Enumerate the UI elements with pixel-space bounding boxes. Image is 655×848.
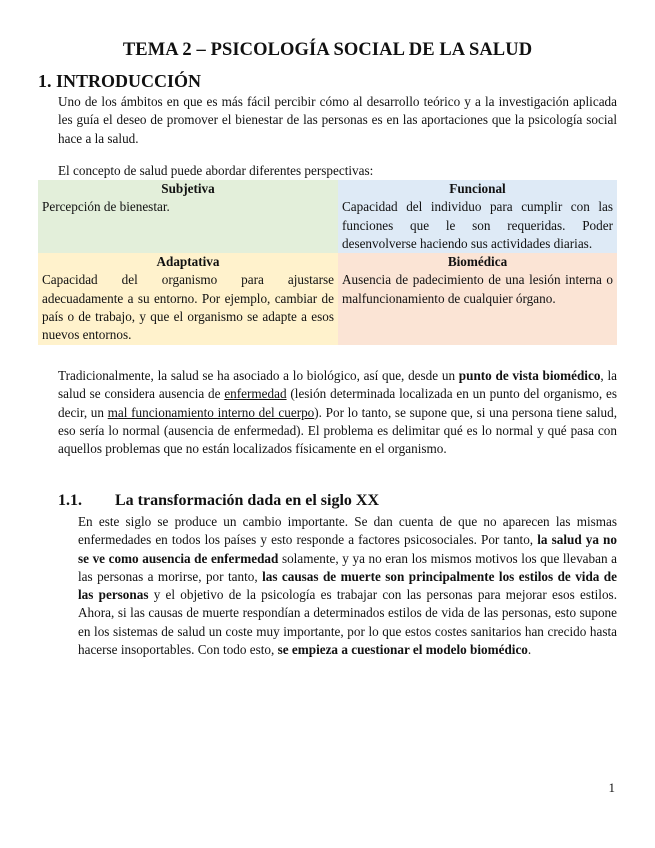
text-run: , la salud se considera ausencia de	[58, 368, 617, 402]
text-run: .	[527, 642, 532, 658]
subsection-title: La transformación dada en el siglo XX	[115, 492, 379, 509]
bold-term: la salud ya no se ve como ausencia de enfermedad	[78, 532, 617, 566]
funcional-cell	[338, 180, 617, 253]
page-number: 1	[608, 780, 615, 795]
text-run: En este siglo se produce un cambio importante. Se dan cuenta de que no aparecen las mismas enfermedades en todos los países y esto responde a factores psicosociales. Por tanto,	[78, 514, 617, 548]
underlined-term: mal funcionamiento interno del cuerpo	[107, 404, 315, 420]
subjetiva-title: Subjetiva	[161, 181, 215, 196]
bold-term: punto de vista biomédico	[458, 368, 601, 383]
bold-term: las causas de muerte son principalmente los estilos de vida de las personas	[78, 568, 617, 603]
health-perspectives-table	[38, 180, 617, 345]
funcional-title: Funcional	[449, 181, 506, 196]
subsection-heading	[58, 492, 379, 510]
text-run: solamente, y ya no eran los mismos motivos los que llevaban a las personas a morirse, por tanto,	[78, 550, 618, 584]
document-title: TEMA 2 – PSICOLOGÍA SOCIAL DE LA SALUD	[122, 40, 533, 60]
text-run: (lesión determinada localizada en un punto del organismo, es decir, un	[58, 386, 617, 420]
intro-paragraph: Uno de los ámbitos en que es más fácil percibir cómo al desarrollo teórico y a la investigación aplicada les guía el deseo de promover el bienestar de las personas es en las aportaciones que la psicología social hace a la salud.	[58, 94, 617, 146]
bold-term: se empieza a cuestionar el modelo biomédico	[277, 642, 528, 658]
subjetiva-text: Percepción de bienestar.	[42, 199, 170, 215]
section-heading: 1. INTRODUCCIÓN	[38, 71, 202, 91]
perspectives-intro: El concepto de salud puede abordar diferentes perspectivas:	[58, 163, 374, 178]
subjetiva-cell	[38, 180, 338, 253]
underlined-term: enfermedad	[224, 386, 287, 402]
subsection-number: 1.1.	[58, 492, 82, 509]
adaptativa-text: Capacidad del organismo para ajustarse adecuadamente a su entorno. Por ejemplo, cambiar de país o de trabajo, y que el organismo se adapte a esos nuevos entornos.	[42, 272, 334, 343]
text-run: Tradicionalmente, la salud se ha asociado a lo biológico, así que, desde un	[58, 368, 459, 383]
adaptativa-cell	[38, 253, 338, 344]
funcional-text: Capacidad del individuo para cumplir con las funciones que le son requeridas. Poder desenvolverse haciendo sus actividades diarias.	[342, 199, 613, 251]
biomedica-title: Biomédica	[447, 254, 508, 270]
transformation-paragraph	[78, 513, 617, 659]
text-run: ). Por lo tanto, se supone que, si una persona tiene salud, eso sería lo normal (ausencia de enfermedad). El problema es delimitar qué es lo normal y qué pasa con aquellos problemas que no están localizados físicamente en el organismo.	[58, 404, 617, 457]
adaptativa-title: Adaptativa	[156, 254, 220, 270]
biomedica-text: Ausencia de padecimiento de una lesión interna o malfuncionamiento de cualquier órgano.	[342, 272, 613, 306]
biomedica-cell	[338, 253, 617, 344]
biomedical-paragraph	[58, 367, 617, 458]
text-run: y el objetivo de la psicología es trabajar con las personas para mejorar esos estilos. Ahora, si las causas de muerte respondían a determinados estilos de vida de las personas, esto supone en los sistemas de salud un coste muy importante, por lo que estos costes sanitarios han crecido hasta hacerse insoportables. Con todo esto,	[78, 587, 617, 658]
